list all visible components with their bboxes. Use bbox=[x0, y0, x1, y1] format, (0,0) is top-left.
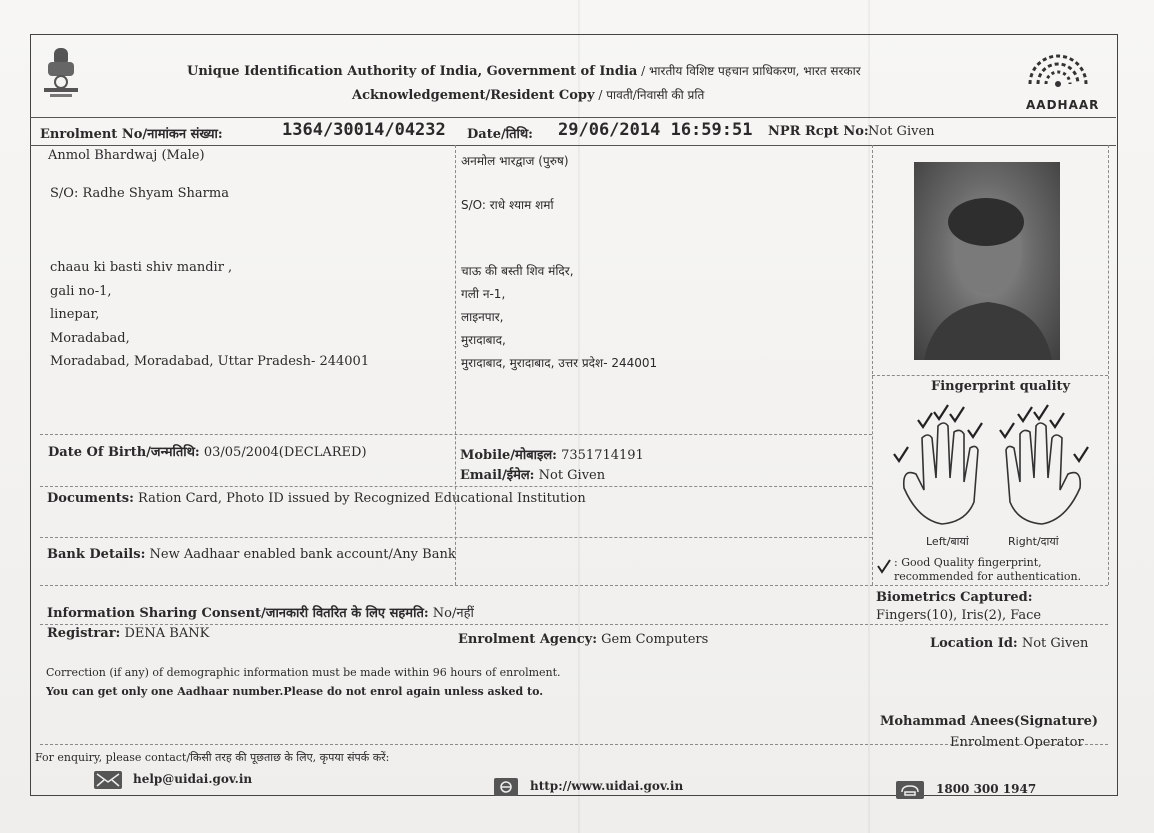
date-label: Date/तिथि: bbox=[467, 127, 533, 142]
column-divider bbox=[872, 145, 873, 585]
location-value: Not Given bbox=[1017, 636, 1089, 651]
header-subtitle-hi: / पावती/निवासी की प्रति bbox=[594, 88, 705, 102]
address-hi bbox=[461, 260, 657, 375]
operator-role: Enrolment Operator bbox=[950, 735, 1084, 750]
biometrics-value: Fingers(10), Iris(2), Face bbox=[876, 608, 1042, 623]
registrar-value: DENA BANK bbox=[120, 626, 210, 641]
mobile-label: Mobile/मोबाइल: bbox=[460, 448, 557, 463]
fingerprint-hands-icon bbox=[884, 398, 1100, 532]
npr-label: NPR Rcpt No: bbox=[768, 124, 869, 139]
address-line: Moradabad, bbox=[50, 330, 130, 346]
address-line: Moradabad, Moradabad, Uttar Pradesh- 244001 bbox=[50, 354, 370, 369]
help-email[interactable]: help@uidai.gov.in bbox=[133, 772, 253, 786]
header-title-hi: / भारतीय विशिष्ट पहचान प्राधिकरण, भारत सरकार bbox=[637, 64, 861, 78]
mobile-row bbox=[460, 445, 644, 463]
address-line: linepar, bbox=[50, 307, 100, 322]
biometrics-label: Biometrics Captured: bbox=[876, 590, 1033, 605]
divider bbox=[872, 375, 1108, 376]
header-title bbox=[187, 62, 861, 79]
divider bbox=[30, 145, 1116, 146]
divider bbox=[40, 486, 872, 487]
resident-name-hi: अनमोल भारद्वाज (पुरुष) bbox=[461, 154, 569, 168]
location-label: Location Id: bbox=[930, 636, 1018, 651]
address-line: लाइनपार, bbox=[461, 310, 504, 324]
bank-row bbox=[47, 547, 456, 562]
mobile-value: 7351714191 bbox=[556, 448, 644, 463]
column-divider bbox=[1108, 145, 1109, 585]
agency-row bbox=[458, 632, 708, 647]
documents-label: Documents: bbox=[47, 491, 134, 506]
correction-note: Correction (if any) of demographic information must be made within 96 hours of enrolment. bbox=[46, 666, 561, 679]
documents-row bbox=[47, 491, 586, 506]
email-row bbox=[460, 465, 605, 483]
enrolment-label: Enrolment No/नामांकन संख्या: bbox=[40, 127, 223, 142]
divider bbox=[40, 537, 872, 538]
aadhaar-logo-icon bbox=[1016, 50, 1100, 98]
enrolment-date: 29/06/2014 16:59:51 bbox=[558, 120, 753, 140]
aadhaar-logo-text: AADHAAR bbox=[1026, 98, 1100, 112]
dob-value: 03/05/2004(DECLARED) bbox=[199, 445, 367, 460]
address-line: गली न-1, bbox=[461, 287, 506, 301]
consent-row bbox=[47, 603, 474, 621]
address-en bbox=[50, 256, 369, 374]
dob-row bbox=[48, 442, 367, 460]
divider bbox=[30, 117, 1116, 118]
header-subtitle bbox=[352, 86, 704, 103]
address-line: मुरादाबाद, bbox=[461, 333, 506, 347]
location-row bbox=[930, 636, 1088, 651]
header-title-en: Unique Identification Authority of India, Government of India bbox=[187, 64, 638, 79]
divider bbox=[40, 434, 872, 435]
header-subtitle-en: Acknowledgement/Resident Copy bbox=[352, 88, 595, 103]
consent-value: No/नहीं bbox=[428, 606, 474, 621]
address-line: chaau ki basti shiv mandir , bbox=[50, 260, 233, 275]
fingerprint-legend bbox=[894, 556, 1081, 584]
checkmark-icon bbox=[876, 558, 892, 574]
enrolment-number: 1364/30014/04232 bbox=[282, 120, 446, 140]
documents-value: Ration Card, Photo ID issued by Recognized Educational Institution bbox=[133, 491, 586, 506]
fingerprint-title: Fingerprint quality bbox=[931, 379, 1071, 394]
registrar-row bbox=[47, 626, 209, 641]
divider bbox=[40, 585, 1108, 586]
warning-note: You can get only one Aadhaar number.Please do not enrol again unless asked to. bbox=[46, 685, 544, 698]
dob-label: Date Of Birth/जन्मतिथि: bbox=[48, 445, 200, 460]
left-hand-label: Left/बायां bbox=[926, 535, 969, 548]
bank-label: Bank Details: bbox=[47, 547, 146, 562]
national-emblem-icon bbox=[40, 44, 82, 102]
legend-line: : Good Quality fingerprint, bbox=[894, 556, 1042, 569]
resident-name-en: Anmol Bhardwaj (Male) bbox=[48, 148, 205, 163]
right-hand-label: Right/दायां bbox=[1008, 535, 1059, 548]
npr-value: Not Given bbox=[868, 124, 935, 139]
agency-value: Gem Computers bbox=[597, 632, 709, 647]
agency-label: Enrolment Agency: bbox=[458, 632, 597, 647]
legend-line: recommended for authentication. bbox=[894, 570, 1082, 583]
browser-icon bbox=[494, 778, 518, 796]
address-line: चाऊ की बस्ती शिव मंदिर, bbox=[461, 264, 574, 278]
bank-value: New Aadhaar enabled bank account/Any Bank bbox=[145, 547, 456, 562]
resident-relation-en: S/O: Radhe Shyam Sharma bbox=[50, 186, 229, 201]
operator-signature: Mohammad Anees(Signature) bbox=[880, 714, 1099, 729]
email-value: Not Given bbox=[534, 468, 606, 483]
address-line: gali no-1, bbox=[50, 283, 112, 299]
email-label: Email/ईमेल: bbox=[460, 468, 535, 483]
helpline-number: 1800 300 1947 bbox=[936, 782, 1037, 796]
website-link[interactable]: http://www.uidai.gov.in bbox=[530, 779, 684, 793]
column-divider bbox=[455, 145, 456, 585]
consent-label: Information Sharing Consent/जानकारी वितरित के लिए सहमति: bbox=[47, 606, 429, 621]
enquiry-text: For enquiry, please contact/किसी तरह की पूछताछ के लिए, कृपया संपर्क करें: bbox=[35, 751, 390, 764]
phone-icon bbox=[896, 781, 924, 799]
address-line: मुरादाबाद, मुरादाबाद, उत्तर प्रदेश- 244001 bbox=[461, 356, 658, 370]
registrar-label: Registrar: bbox=[47, 626, 121, 641]
resident-relation-hi: S/O: राधे श्याम शर्मा bbox=[461, 198, 554, 212]
divider bbox=[40, 744, 1108, 745]
divider bbox=[40, 624, 1108, 625]
person-silhouette-icon bbox=[914, 162, 1060, 360]
mail-icon bbox=[94, 771, 122, 789]
resident-photo bbox=[914, 162, 1060, 360]
